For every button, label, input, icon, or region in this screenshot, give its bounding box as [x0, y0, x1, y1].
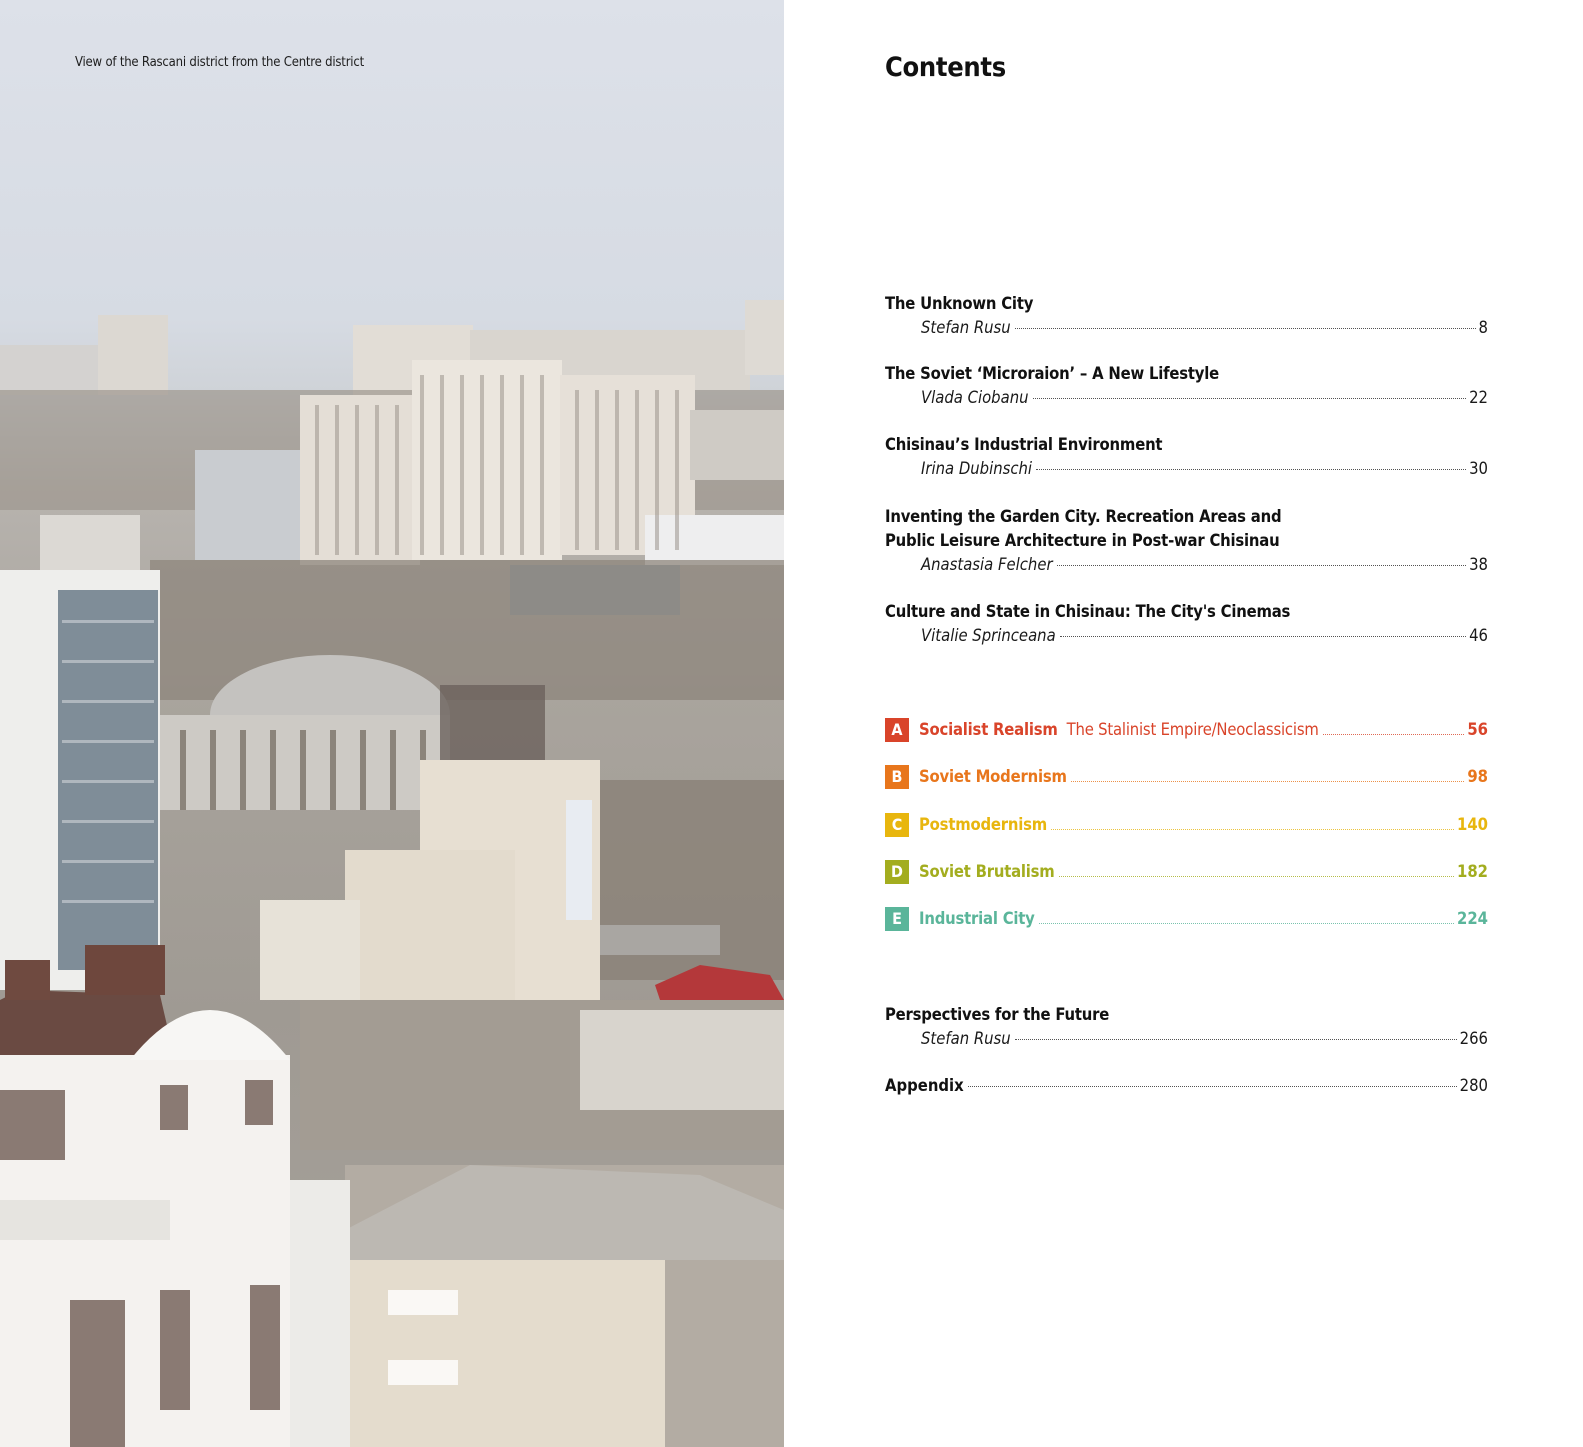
- dot-leader: [1323, 734, 1465, 735]
- section-e[interactable]: [885, 906, 1488, 931]
- entry-page: 38: [1469, 555, 1488, 574]
- section-b[interactable]: [885, 764, 1488, 789]
- dot-leader: [1015, 1039, 1457, 1040]
- entry-page: 46: [1469, 626, 1488, 645]
- appendix-page: 280: [1459, 1076, 1488, 1095]
- entry-author: Anastasia Felcher: [921, 555, 1053, 574]
- entry-page: 30: [1469, 459, 1488, 478]
- appendix-label: Appendix: [885, 1076, 964, 1095]
- entry-page: 266: [1459, 1029, 1488, 1048]
- dot-leader: [1071, 781, 1465, 782]
- section-letter-badge: A: [885, 718, 909, 742]
- toc-entry[interactable]: [885, 600, 1488, 648]
- entry-title: Chisinau’s Industrial Environment: [885, 435, 1163, 454]
- section-name: Industrial City: [919, 909, 1035, 928]
- section-letter-badge: C: [885, 813, 909, 837]
- entry-page: 8: [1478, 318, 1488, 337]
- toc-appendix[interactable]: [885, 1074, 1488, 1098]
- dot-leader: [1015, 328, 1476, 329]
- section-name: Socialist Realism: [919, 720, 1058, 739]
- toc-entry[interactable]: [885, 505, 1488, 577]
- section-name: Soviet Brutalism: [919, 862, 1055, 881]
- section-name: Soviet Modernism: [919, 767, 1067, 786]
- section-name: Postmodernism: [919, 815, 1048, 834]
- entry-title-line-2: Public Leisure Architecture in Post-war Chisinau: [885, 531, 1280, 550]
- dot-leader: [1033, 398, 1467, 399]
- page-title: Contents: [885, 52, 1006, 83]
- section-letter-badge: E: [885, 907, 909, 931]
- section-page: 182: [1457, 862, 1488, 881]
- section-c[interactable]: [885, 812, 1488, 837]
- entry-title: Inventing the Garden City. Recreation Areas and: [885, 507, 1282, 526]
- section-d[interactable]: [885, 859, 1488, 884]
- entry-title: The Soviet ‘Microraion’ – A New Lifestyle: [885, 364, 1219, 383]
- dot-leader: [1051, 829, 1454, 830]
- dot-leader: [968, 1086, 1457, 1087]
- dot-leader: [1057, 565, 1467, 566]
- entry-author: Vlada Ciobanu: [921, 388, 1029, 407]
- cityscape-illustration: [0, 0, 784, 1447]
- section-subtitle: The Stalinist Empire/Neoclassicism: [1066, 720, 1319, 739]
- section-page: 224: [1457, 909, 1488, 928]
- toc-entry[interactable]: [885, 433, 1488, 481]
- entry-page: 22: [1469, 388, 1488, 407]
- dot-leader: [1059, 876, 1454, 877]
- toc-entry[interactable]: [885, 292, 1488, 340]
- entry-author: Stefan Rusu: [921, 1029, 1011, 1048]
- toc-entry[interactable]: [885, 362, 1488, 410]
- photo-caption: View of the Rascani district from the Centre district: [75, 55, 364, 70]
- section-letter-badge: D: [885, 860, 909, 884]
- entry-title: Culture and State in Chisinau: The City's Cinemas: [885, 602, 1291, 621]
- dot-leader: [1036, 469, 1466, 470]
- entry-title: The Unknown City: [885, 294, 1034, 313]
- city-photograph: [0, 0, 784, 1447]
- toc-entry[interactable]: [885, 1003, 1488, 1051]
- section-page: 140: [1457, 815, 1488, 834]
- section-a[interactable]: [885, 717, 1488, 742]
- section-page: 56: [1467, 720, 1488, 739]
- entry-author: Vitalie Sprinceana: [921, 626, 1056, 645]
- dot-leader: [1039, 923, 1454, 924]
- dot-leader: [1060, 636, 1466, 637]
- section-letter-badge: B: [885, 765, 909, 789]
- entry-author: Irina Dubinschi: [921, 459, 1033, 478]
- section-page: 98: [1467, 767, 1488, 786]
- entry-author: Stefan Rusu: [921, 318, 1011, 337]
- entry-title: Perspectives for the Future: [885, 1005, 1110, 1024]
